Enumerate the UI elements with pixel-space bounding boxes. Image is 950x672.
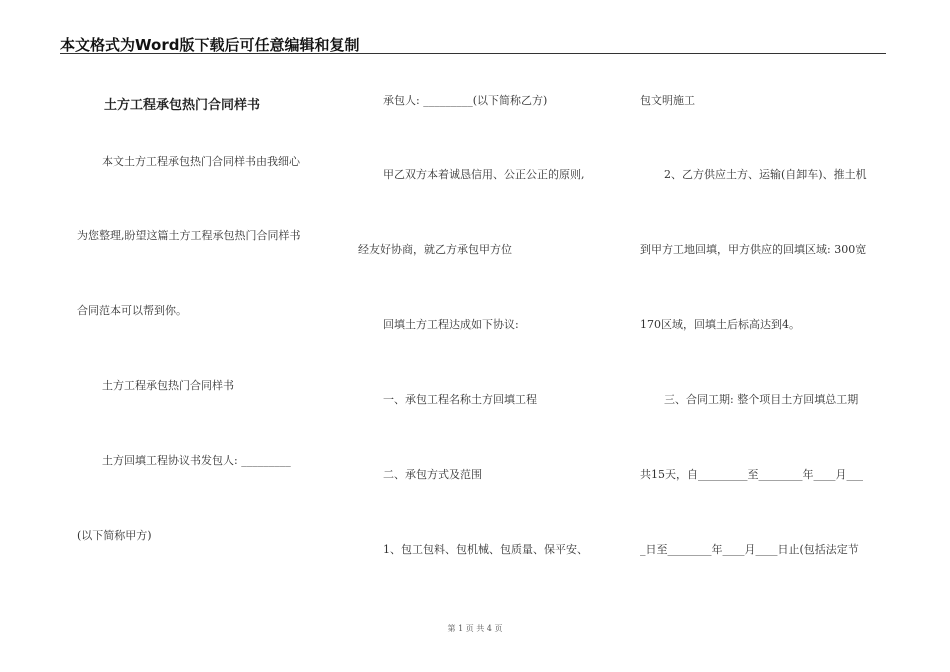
- text-line: 二、承包方式及范围: [383, 468, 482, 481]
- text-line: 包文明施工: [640, 94, 695, 107]
- text-line: _日至________年____月____日止(包括法定节: [640, 543, 859, 556]
- text-line: 1、包工包料、包机械、包质量、保平安、: [383, 543, 588, 556]
- text-line: 共15天，自_________至________年____月___: [640, 468, 863, 481]
- text-line: 三、合同工期: 整个项目土方回填总工期: [664, 393, 859, 406]
- text-line: 2、乙方供应土方、运输(自卸车)、推土机: [664, 168, 867, 181]
- text-line: 合同范本可以帮到你。: [77, 304, 187, 317]
- text-line: 到甲方工地回填，甲方供应的回填区域: 300宽: [640, 243, 867, 256]
- text-line: 甲乙双方本着诚恳信用、公正公正的原则,: [383, 168, 585, 181]
- header-divider: [60, 53, 886, 54]
- text-line: 经友好协商，就乙方承包甲方位: [358, 243, 512, 256]
- document-title: 土方工程承包热门合同样书: [104, 98, 261, 113]
- page-number: 第 1 页 共 4 页: [447, 624, 503, 633]
- text-line: 土方工程承包热门合同样书: [102, 379, 234, 392]
- text-line: 本文土方工程承包热门合同样书由我细心: [102, 155, 300, 168]
- text-line: 土方回填工程协议书发包人: _________: [102, 454, 291, 467]
- text-line: 170区域，回填土后标高达到4。: [640, 318, 800, 331]
- text-line: (以下简称甲方): [77, 529, 152, 542]
- text-line: 回填土方工程达成如下协议:: [383, 318, 519, 331]
- text-line: 一、承包工程名称土方回填工程: [383, 393, 537, 406]
- text-line: 承包人: _________(以下简称乙方): [383, 94, 548, 107]
- text-line: 为您整理,盼望这篇土方工程承包热门合同样书: [77, 229, 301, 242]
- document-header-title: 本文格式为Word版下载后可任意编辑和复制: [60, 36, 360, 54]
